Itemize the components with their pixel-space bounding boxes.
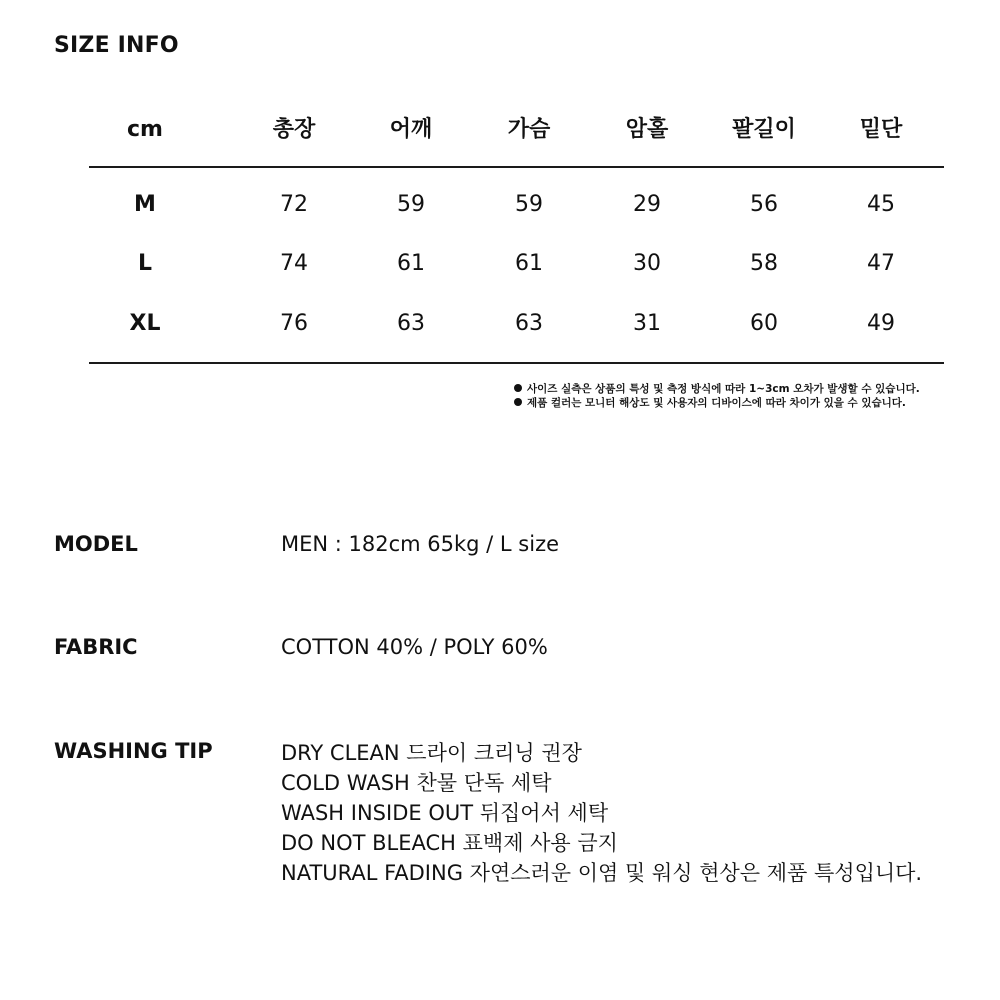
table-cell: 74 — [280, 251, 308, 276]
table-cell: 59 — [515, 192, 543, 217]
washing-tip-list — [281, 738, 922, 888]
header-sleeve-length: 팔길이 — [732, 117, 796, 142]
bullet-icon — [514, 384, 522, 392]
header-shoulder: 어깨 — [389, 117, 433, 142]
table-cell: 45 — [867, 192, 895, 217]
note-color — [514, 396, 920, 410]
table-row — [89, 246, 944, 282]
table-cell: 63 — [515, 311, 543, 336]
washing-tip-line: DO NOT BLEACH 표백제 사용 금지 — [281, 831, 618, 855]
size-label: XL — [129, 311, 161, 336]
table-cell: 31 — [633, 311, 661, 336]
table-cell: 30 — [633, 251, 661, 276]
table-cell: 56 — [750, 192, 778, 217]
table-cell: 47 — [867, 251, 895, 276]
table-cell: 49 — [867, 311, 895, 336]
note-measurement — [514, 382, 920, 396]
washing-tip-line: DRY CLEAN 드라이 크리닝 권장 — [281, 741, 582, 765]
header-unit: cm — [127, 117, 163, 142]
header-armhole: 암홀 — [625, 117, 669, 142]
note-text: 사이즈 실측은 상품의 특성 및 측정 방식에 따라 1~3cm 오차가 발생할 수 있습니다. — [527, 383, 920, 395]
header-chest: 가슴 — [507, 117, 551, 142]
table-cell: 63 — [397, 311, 425, 336]
table-cell: 76 — [280, 311, 308, 336]
washing-tip-line: NATURAL FADING 자연스러운 이염 및 워싱 현상은 제품 특성입니다. — [281, 861, 923, 885]
model-value: MEN : 182cm 65kg / L size — [281, 532, 560, 556]
table-row — [89, 187, 944, 223]
table-cell: 59 — [397, 192, 425, 217]
fabric-label: FABRIC — [54, 635, 138, 659]
model-label: MODEL — [54, 532, 138, 556]
table-top-rule — [89, 166, 944, 168]
table-cell: 72 — [280, 192, 308, 217]
size-label: M — [134, 192, 156, 217]
size-notes — [514, 382, 920, 410]
size-label: L — [137, 251, 153, 276]
table-cell: 58 — [750, 251, 778, 276]
size-info-title: SIZE INFO — [54, 33, 179, 58]
header-hem: 밑단 — [859, 117, 903, 142]
header-total-length: 총장 — [272, 117, 316, 142]
washing-tip-line: COLD WASH 찬물 단독 세탁 — [281, 771, 552, 795]
table-header-row — [89, 112, 944, 148]
table-cell: 61 — [515, 251, 543, 276]
washing-tip-line: WASH INSIDE OUT 뒤집어서 세탁 — [281, 801, 609, 825]
table-bottom-rule — [89, 362, 944, 364]
note-text: 제품 컬러는 모니터 해상도 및 사용자의 디바이스에 따라 차이가 있을 수 있습니다. — [527, 397, 906, 409]
table-cell: 60 — [750, 311, 778, 336]
table-cell: 29 — [633, 192, 661, 217]
washing-tip-label: WASHING TIP — [54, 739, 213, 763]
fabric-value: COTTON 40% / POLY 60% — [281, 635, 548, 659]
table-row — [89, 306, 944, 342]
table-cell: 61 — [397, 251, 425, 276]
bullet-icon — [514, 398, 522, 406]
